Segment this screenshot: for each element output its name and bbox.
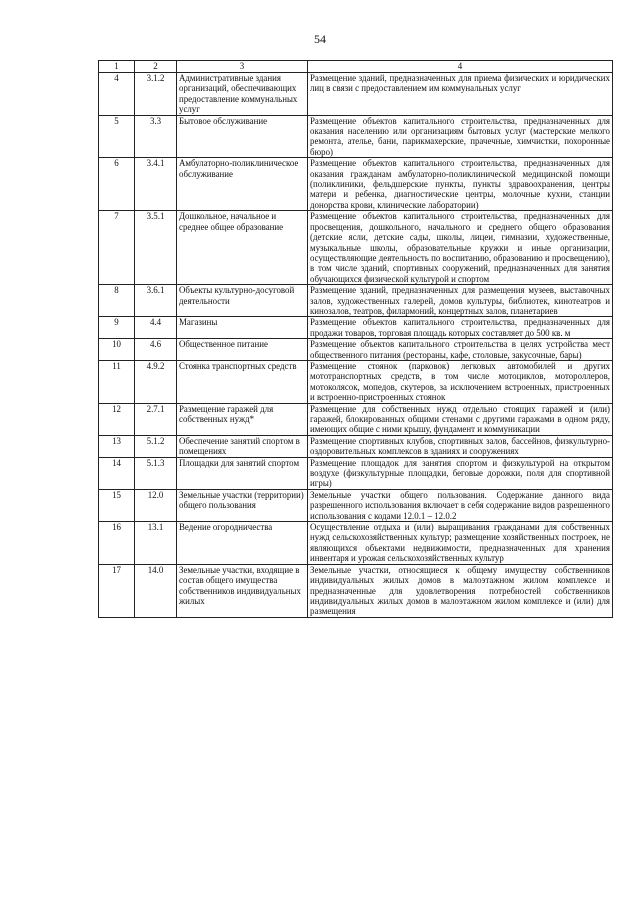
column-header: 3 — [177, 61, 308, 73]
page-number: 54 — [314, 32, 326, 46]
column-header: 2 — [135, 61, 177, 73]
use-description: Размещение объектов капитального строительства, предназначенных для оказания гражданам амбулаторно-поликлинической медицинской помощи (поликлиники, фельдшерские пункты, пункты здравоохранения, центры матери и ребенка, диагностические центры, молочные кухни, станции донорства крови, клинические лаборатории) — [308, 158, 613, 211]
use-code: 4.9.2 — [135, 360, 177, 403]
column-header: 1 — [99, 61, 135, 73]
table-row — [99, 317, 613, 339]
land-use-table — [98, 60, 613, 618]
use-description: Размещение для собственных нужд отдельно стоящих гаражей и (или) гаражей, блокированных общими стенами с другими гаражами в одном ряду, имеющих общие с ними крышу, фундамент и коммуникации — [308, 403, 613, 435]
row-number: 13 — [99, 435, 135, 457]
use-name: Объекты культурно-досуговой деятельности — [177, 285, 308, 317]
use-name: Дошкольное, начальное и среднее общее образование — [177, 211, 308, 285]
use-description: Размещение объектов капитального строительства, предназначенных для продажи товаров, торговая площадь которых составляет до 500 кв. м — [308, 317, 613, 339]
table-row — [99, 403, 613, 435]
use-code: 3.4.1 — [135, 158, 177, 211]
row-number: 9 — [99, 317, 135, 339]
use-name: Ведение огородничества — [177, 522, 308, 565]
use-name: Амбулаторно-поликлиническое обслуживание — [177, 158, 308, 211]
row-number: 5 — [99, 115, 135, 158]
use-name: Площадки для занятий спортом — [177, 457, 308, 489]
use-code: 3.6.1 — [135, 285, 177, 317]
row-number: 6 — [99, 158, 135, 211]
use-code: 5.1.3 — [135, 457, 177, 489]
use-code: 3.5.1 — [135, 211, 177, 285]
use-code: 3.1.2 — [135, 73, 177, 116]
table-header-row — [99, 61, 613, 73]
row-number: 4 — [99, 73, 135, 116]
use-code: 14.0 — [135, 564, 177, 617]
use-name: Бытовое обслуживание — [177, 115, 308, 158]
table-row — [99, 360, 613, 403]
use-description: Земельные участки, относящиеся к общему имуществу собственников индивидуальных жилых домов в малоэтажном жилом комплексе и предназначенные для удовлетворения потребностей собственников индивидуальных жилых домов в малоэтажном жилом комплексе и (или) для размещения — [308, 564, 613, 617]
row-number: 8 — [99, 285, 135, 317]
table-row — [99, 489, 613, 521]
use-description: Размещение зданий, предназначенных для приема физических и юридических лиц в связи с предоставлением им коммунальных услуг — [308, 73, 613, 116]
use-name: Обеспечение занятий спортом в помещениях — [177, 435, 308, 457]
use-name: Магазины — [177, 317, 308, 339]
table-row — [99, 339, 613, 361]
use-description: Размещение объектов капитального строительства, предназначенных для оказания населению или организациям бытовых услуг (мастерские мелкого ремонта, ателье, бани, парикмахерские, прачечные, химчистки, похоронные бюро) — [308, 115, 613, 158]
row-number: 17 — [99, 564, 135, 617]
use-name: Размещение гаражей для собственных нужд* — [177, 403, 308, 435]
use-description: Осуществление отдыха и (или) выращивания гражданами для собственных нужд сельскохозяйственных культур; размещение хозяйственных построек, не являющихся объектами недвижимости, предназначенных для хранения инвентаря и урожая сельскохозяйственных культур — [308, 522, 613, 565]
table-row — [99, 564, 613, 617]
use-name: Земельные участки, входящие в состав общего имущества собственников индивидуальных жилых — [177, 564, 308, 617]
use-code: 3.3 — [135, 115, 177, 158]
row-number: 10 — [99, 339, 135, 361]
use-description: Размещение объектов капитального строительства в целях устройства мест общественного питания (рестораны, кафе, столовые, закусочные, бары) — [308, 339, 613, 361]
table-row — [99, 285, 613, 317]
use-code: 13.1 — [135, 522, 177, 565]
row-number: 16 — [99, 522, 135, 565]
row-number: 15 — [99, 489, 135, 521]
column-header: 4 — [308, 61, 613, 73]
row-number: 7 — [99, 211, 135, 285]
use-code: 5.1.2 — [135, 435, 177, 457]
use-description: Земельные участки общего пользования. Содержание данного вида разрешенного использования включает в себя содержание видов разрешенного использования с кодами 12.0.1 – 12.0.2 — [308, 489, 613, 521]
use-code: 4.4 — [135, 317, 177, 339]
table-row — [99, 457, 613, 489]
use-code: 2.7.1 — [135, 403, 177, 435]
table-row — [99, 158, 613, 211]
use-name: Общественное питание — [177, 339, 308, 361]
table-row — [99, 522, 613, 565]
use-name: Стоянка транспортных средств — [177, 360, 308, 403]
row-number: 11 — [99, 360, 135, 403]
table-row — [99, 435, 613, 457]
use-code: 4.6 — [135, 339, 177, 361]
use-name: Административные здания организаций, обеспечивающих предоставление коммунальных услуг — [177, 73, 308, 116]
use-description: Размещение площадок для занятия спортом и физкультурой на открытом воздухе (физкультурные площадки, беговые дорожки, поля для спортивной игры) — [308, 457, 613, 489]
table-row — [99, 211, 613, 285]
table-row — [99, 73, 613, 116]
use-description: Размещение стоянок (парковок) легковых автомобилей и других мототранспортных средств, в том числе мотоциклов, мотороллеров, мотоколясок, мопедов, скутеров, за исключением встроенных, пристроенных и встроенно-пристроенных стоянок — [308, 360, 613, 403]
use-name: Земельные участки (территории) общего пользования — [177, 489, 308, 521]
use-description: Размещение зданий, предназначенных для размещения музеев, выставочных залов, художественных галерей, домов культуры, библиотек, кинотеатров и кинозалов, театров, филармоний, концертных залов, планетариев — [308, 285, 613, 317]
table-row — [99, 115, 613, 158]
row-number: 14 — [99, 457, 135, 489]
row-number: 12 — [99, 403, 135, 435]
use-description: Размещение объектов капитального строительства, предназначенных для просвещения, дошкольного, начального и среднего общего образования (детские ясли, детские сады, школы, лицеи, гимназии, художественные, музыкальные школы, образовательные кружки и иные организации, осуществляющие деятельность по воспитанию, образованию и просвещению), в том числе зданий, спортивных сооружений, предназначенных для занятия обучающихся физической культурой и спортом — [308, 211, 613, 285]
use-code: 12.0 — [135, 489, 177, 521]
use-description: Размещение спортивных клубов, спортивных залов, бассейнов, физкультурно-оздоровительных комплексов в зданиях и сооружениях — [308, 435, 613, 457]
